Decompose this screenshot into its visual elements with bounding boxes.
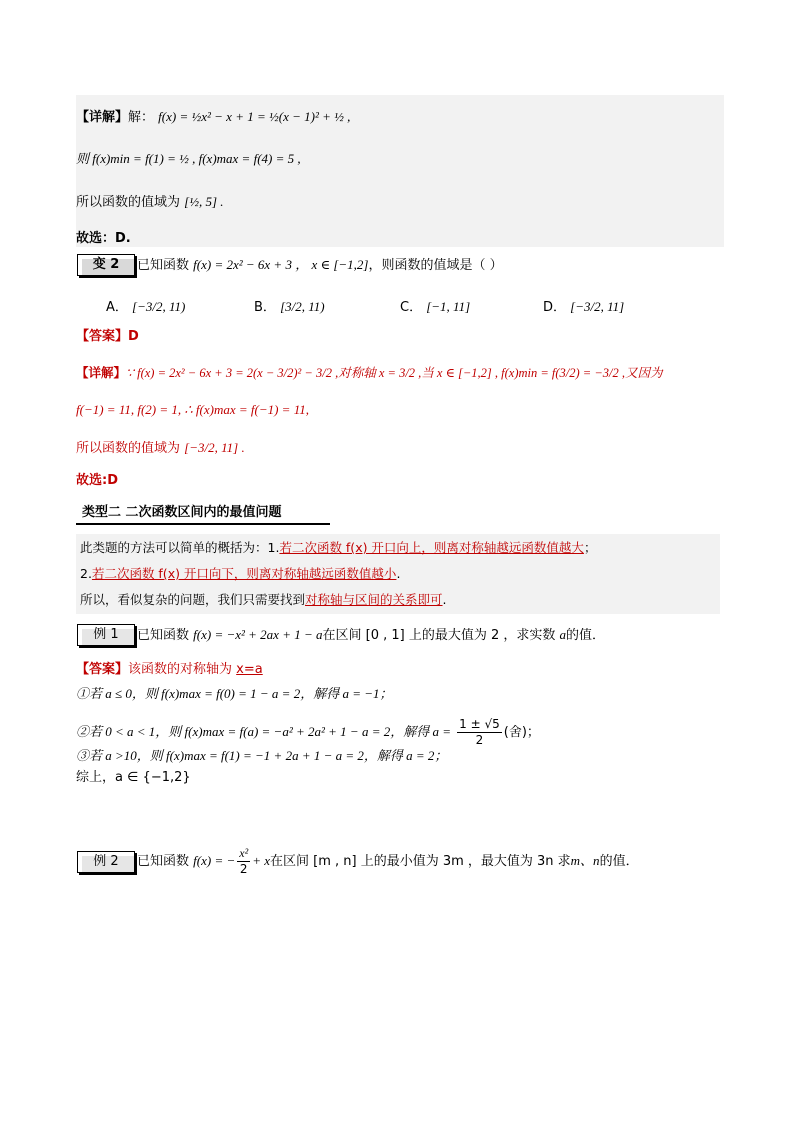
ex1-question-suffix: 的值． bbox=[566, 628, 606, 643]
detail-line-2: 则 f(x)min = f(1) = ½ , f(x)max = f(4) = 5 , bbox=[76, 151, 301, 166]
example-2-question bbox=[137, 845, 639, 878]
option-d-value: [−3/2, 11] bbox=[570, 299, 625, 314]
method-line-3-rule: 对称轴与区间的关系即可 bbox=[305, 592, 443, 607]
v2-question-suffix: ，则函数的值域是（ ） bbox=[368, 258, 503, 273]
ex2-formula-lead: f(x) = − bbox=[193, 853, 236, 868]
method-line-3-prefix: 所以，看似复杂的问题，我们只需要找到 bbox=[80, 592, 306, 607]
method-line-1-suffix: ； bbox=[583, 540, 597, 555]
detail-label: 【详解】 bbox=[76, 110, 129, 125]
example-2-tag: 例 2 bbox=[77, 851, 135, 873]
method-line-3 bbox=[80, 590, 447, 610]
ex2-frac-den: 2 bbox=[239, 862, 248, 876]
option-d bbox=[543, 297, 624, 318]
method-line-1-rule: 若二次函数 f(x) 开口向上，则离对称轴越远函数值越大 bbox=[279, 540, 584, 555]
option-b-label: B． bbox=[254, 300, 276, 315]
top-answer: 故选：D. bbox=[76, 231, 131, 246]
ex2-question-suffix: 的值． bbox=[599, 854, 639, 869]
ex2-formula-tail: + x bbox=[252, 853, 270, 868]
method-line-2-prefix: 2. bbox=[80, 566, 92, 581]
detail-line-1 bbox=[76, 107, 350, 128]
v2-answer: 【答案】D bbox=[76, 329, 139, 344]
ex1-answer-label: 【答案】 bbox=[76, 662, 129, 677]
option-c-label: C． bbox=[400, 300, 423, 315]
ex1-answer-text: 该函数的对称轴为 bbox=[128, 662, 233, 677]
ex1-case-2-main: ②若 0 < a < 1，则 f(x)max = f(a) = −a² + 2a² + 1 − a = 2，解得 a = bbox=[76, 724, 451, 739]
v2-range-text: 所以函数的值域为 bbox=[76, 441, 181, 456]
ex2-frac-num: x² bbox=[239, 846, 249, 860]
option-a-label: A． bbox=[106, 300, 128, 315]
option-a-value: [−3/2, 11) bbox=[132, 299, 186, 314]
v2-detail-line-2: f(−1) = 11, f(2) = 1, ∴ f(x)max = f(−1) = 11, bbox=[76, 402, 309, 417]
ex1-case-2-frac-den: 2 bbox=[475, 733, 484, 747]
type2-heading-rule bbox=[76, 523, 330, 525]
ex1-case-2 bbox=[76, 717, 540, 748]
type2-heading: 类型二 二次函数区间内的最值问题 bbox=[82, 505, 282, 520]
example-1-tag: 例 1 bbox=[77, 624, 135, 646]
method-line-1-prefix: 此类题的方法可以简单的概括为：1. bbox=[80, 540, 280, 555]
method-line-1 bbox=[80, 538, 596, 558]
option-a bbox=[106, 297, 185, 318]
ex1-question-formula: f(x) = −x² + 2ax + 1 − a bbox=[193, 627, 323, 642]
v2-question-prefix: 已知函数 bbox=[137, 258, 190, 273]
ex2-question-prefix: 已知函数 bbox=[137, 854, 190, 869]
v2-question-formula: f(x) = 2x² − 6x + 3 ， x ∈ [−1,2] bbox=[193, 257, 369, 272]
option-d-label: D． bbox=[543, 300, 567, 315]
option-c-value: [−1, 11] bbox=[426, 299, 471, 314]
method-line-2-suffix: . bbox=[396, 566, 401, 581]
detail-formula-1: f(x) = ½x² − x + 1 = ½(x − 1)² + ½ , bbox=[158, 109, 351, 124]
v2-detail-line-3 bbox=[76, 438, 245, 459]
v2-final-answer: 故选:D bbox=[76, 473, 118, 488]
ex1-answer-line bbox=[76, 660, 263, 680]
range-text: 所以函数的值域为 bbox=[76, 195, 181, 210]
method-line-2-rule: 若二次函数 f(x) 开口向下，则离对称轴越远函数值越小 bbox=[91, 566, 397, 581]
ex1-case-1: ①若 a ≤ 0，则 f(x)max = f(0) = 1 − a = 2，解得 a = −1； bbox=[76, 686, 393, 701]
ex1-question-middle: 在区间 [0 , 1] 上的最大值为 2 ，求实数 bbox=[322, 628, 556, 643]
ex2-frac bbox=[237, 846, 250, 877]
ex2-question-vars: m、n bbox=[570, 853, 600, 868]
v2-range-formula: [−3/2, 11] . bbox=[184, 440, 245, 455]
ex1-case-2-tail: (舍)； bbox=[503, 725, 540, 740]
variant-2-question bbox=[137, 255, 503, 276]
method-line-3-suffix: . bbox=[442, 592, 447, 607]
ex1-case-2-frac-num: 1 ± √5 bbox=[459, 717, 500, 731]
ex1-question-var: a bbox=[559, 627, 567, 642]
detail-line-3 bbox=[76, 192, 224, 213]
ex1-question-prefix: 已知函数 bbox=[137, 628, 190, 643]
ex1-answer-axis: x=a bbox=[236, 662, 263, 677]
range-formula: [½, 5] . bbox=[184, 194, 224, 209]
ex1-case-2-frac bbox=[457, 717, 502, 748]
detail-prefix: 解： bbox=[128, 110, 155, 125]
v2-detail-line-1 bbox=[76, 363, 663, 383]
method-line-2 bbox=[80, 564, 400, 584]
v2-detail-formula-1: ∵ f(x) = 2x² − 6x + 3 = 2(x − 3/2)² − 3/2 ,对称轴 x = 3/2 ,当 x ∈ [−1,2] , f(x)min = f(3/2) = −3/2 ,又因为 bbox=[126, 366, 663, 380]
option-c bbox=[400, 297, 470, 318]
example-1-question bbox=[137, 625, 605, 646]
option-b bbox=[254, 297, 325, 318]
v2-detail-label: 【详解】 bbox=[76, 365, 127, 380]
ex1-case-3: ③若 a >10，则 f(x)max = f(1) = −1 + 2a + 1 − a = 2，解得 a = 2； bbox=[76, 748, 448, 763]
ex2-question-middle: 在区间 [m , n] 上的最小值为 3m ，最大值为 3n 求 bbox=[269, 854, 571, 869]
ex1-summary: 综上，a ∈ {−1,2} bbox=[76, 770, 191, 785]
variant-2-tag: 变 2 bbox=[77, 254, 135, 276]
option-b-value: [3/2, 11) bbox=[280, 299, 325, 314]
